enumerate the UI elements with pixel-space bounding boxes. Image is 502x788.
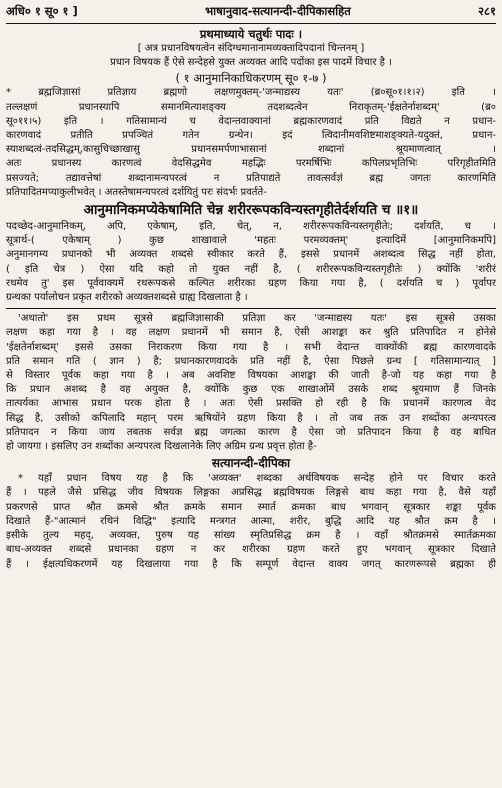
header-left: अधि० १ सू० १ ]	[6, 4, 78, 18]
padaccheda-line: ग्रन्थका पर्यालोचन प्रकृत शरीरको अव्यक्तशब्दसे ग्राह्य दिखलाता है ।	[6, 292, 248, 304]
padaccheda-line: रथमेव तु' इस पूर्ववाक्यमें रथरूपकसे कल्पित शरीरका ग्रहण किया गया है, ( दर्शयति च ) पूर्वापर	[6, 277, 496, 289]
commentary-line: अतः प्रधानस्य कारणत्वं वेदसिद्धमेव महद्भिः परमर्षिभिः कपिलप्रभृतिभिः परिगृहीतमिति	[6, 158, 496, 170]
commentary-line: तल्लक्षणं प्रधानस्यापि समानमित्याशङ्क्य तदशब्दत्वेन निराकृतम्-'ईक्षतेर्नाशब्दम्' (ब्र०	[6, 101, 496, 113]
dipika-line: हैं । ईक्षत्यधिकरणमें यह दिखलाया गया है कि सम्पूर्ण वेदान्त वाक्य जगत् कारणरूपसे ब्रह्मका ही	[6, 558, 496, 570]
bhashya-line: हो जायगा । इसलिए उन शब्दोंका अन्यपरत्व दिखलानेके लिए अग्रिम ग्रन्थ प्रवृत्त होता है-	[6, 441, 317, 453]
header-rule	[6, 23, 496, 24]
bhashya-line: सिद्ध है, उसीको कपिलादि महान् परम ऋषियोंने ग्रहण किया है । तो जब तक उन शब्दोंका अन्यपरत्व	[6, 412, 496, 424]
commentary-line: * ब्रह्मजिज्ञासां प्रतिज्ञाय ब्रह्मणो लक्षणमुक्तम्-'जन्माद्यस्य यतः' (ब्र०सू०१।१।२) इति ।	[6, 87, 496, 99]
adhikarana-title: ( १ आनुमानिकाधिकरणम् सू० १-७ )	[175, 71, 327, 86]
bhashya-block	[6, 312, 496, 454]
padaccheda-block	[6, 220, 496, 305]
summary-hindi: प्रधान विषयक हैं ऐसे सन्देहसे युक्त अव्यक्त आदि पदोंका इस पादमें विचार है ।	[110, 57, 392, 69]
chapter-title: प्रथमाध्याये चतुर्थः पादः ।	[199, 27, 303, 41]
bhashya-line: से विस्तार पूर्वक कहा गया है । अब अवशिष्ट विषयका आशङ्का की जाती है-जो यह कहा गया है	[6, 370, 496, 382]
padaccheda-line: अनुमानगम्य प्रधानको भी अव्यक्त शब्दसे स्वीकार करते हैं, इससे प्रधानमें अशब्दत्व सिद्ध नहीं होता,	[6, 249, 496, 261]
bhashya-line: कि प्रधान अशब्द है वह अयुक्त है, क्योंकि कुछ एक शाखाओंमें उसके शब्द श्रूयमाण हैं जिनके	[6, 384, 496, 396]
running-header	[6, 4, 496, 22]
commentary-line: कारणवादं प्रतीति प्रपञ्चितं गतेन ग्रन्थेन। इदं त्विदानीमवशिष्टमाशङ्क्यते-यदुक्तं, प्रधान-	[6, 130, 496, 142]
padaccheda-line: सूत्रार्थ-( एकेषाम् ) कुछ शाखावाले 'महतः परमव्यक्तम्' इत्यादिमें [आनुमानिकमपि]	[6, 235, 496, 247]
bhashya-line: प्रतिपादन न किया जाय तबतक सर्वज्ञ ब्रह्म जगत्का कारण है ऐसा जो प्रतिपादन किया है वह बाधित	[6, 426, 496, 438]
commentary-line: प्रतिपादितमप्याकुलीभवेत् । अतस्तेषामन्यपरत्वं दर्शयितुं परः संदर्भः प्रवर्तते-	[6, 186, 267, 198]
dipika-line: हैं । पहले जैसे प्रसिद्ध जीव विषयक लिङ्गका अप्रसिद्ध ब्रह्मविषयक लिङ्गसे बाध कहा गया है, वैसे यहाँ	[6, 487, 496, 499]
dipika-line: बाध-अव्यक्त शब्दसे प्रधानका ग्रहण न कर शरीरका ग्रहण करते हुए भगवान् सूत्रकार दिखाते	[6, 544, 496, 556]
padaccheda-line: ( इति चेत्र ) ऐसा यदि कहो तो युक्त नहीं है, ( शरीररूपकविन्यस्तगृहीतेः ) क्योंकि 'शरीरं	[6, 263, 496, 275]
commentary-line: प्रसज्यते; तद्यावत्तेषां शब्दानामन्यपरत्वं न प्रतिपाद्यते तावत्सर्वज्ञं ब्रह्म जगतः कारणमिति	[6, 172, 496, 184]
dipika-line: * यहाँ प्रधान विषय यह है कि 'अव्यक्त' शब्दका अर्थविषयक सन्देह होने पर विचार करते	[18, 473, 496, 485]
dipika-block	[6, 472, 496, 571]
dipika-title: सत्यानन्दी-दीपिका	[211, 456, 291, 471]
summary-sanskrit: [ अत्र प्रधानविषयत्वेन संदिग्धमानानामव्यक्तादिपदानां चिन्तनम् ]	[137, 43, 365, 54]
dipika-line: प्रकरणसे प्राप्त श्रौत क्रमसे श्रौत क्रमके समान स्मार्त क्रमका बाध भगवान् सूत्रकार शङ्का पूर्वक	[6, 501, 496, 513]
bhashya-line: लक्षण कहा गया है । वह लक्षण प्रधानमें भी समान है, ऐसी आशङ्का कर श्रुति प्रतिपादित न होनेसे	[6, 327, 496, 339]
sanskrit-commentary	[6, 86, 496, 200]
dipika-line: इसीके तुल्य महद्, अव्यक्त, पुरुष यह सांख्य स्मृतिप्रसिद्ध क्रम है । वहाँ श्रौतक्रमसे स्मार्तक्रमका	[6, 530, 496, 542]
sutra-text: आनुमानिकमप्येकेषामिति चेन्न शरीररूपकविन्यस्तगृहीतेर्दर्शयति च ॥१॥	[83, 202, 419, 219]
dipika-line: दिखाते हैं-"आत्मानं रथिनं विद्धि" इत्यादि मन्त्रगत आत्मा, शरीर, बुद्धि आदि यह श्रौत क्रम है ।	[6, 515, 496, 527]
bhashya-line: 'ईक्षतेर्नाशब्दम्' इससे उसका निराकरण किया गया है । सभी वेदान्त वाक्योंकी ब्रह्म कारणवादके	[6, 341, 496, 353]
section-divider	[6, 308, 496, 309]
commentary-line: सू०११।५) इति । गतिसामान्यं च वेदान्तवाक्यानां ब्रह्मकारणवादं प्रति विद्यते न प्रधान-	[6, 115, 496, 127]
bhashya-line: तात्पर्यका आभास प्रधान परक होता है । अतः ऐसी प्रसक्ति हो रही है कि प्रधानमें कारणत्व वेद	[6, 398, 496, 410]
padaccheda-line: पदच्छेद-आनुमानिकम्, अपि, एकेषाम्, इति, चेत्, न, शरीररूपकविन्यस्तगृहीतेः; दर्शयति, च ।	[6, 221, 496, 233]
bhashya-line: प्रति समान गति ( ज्ञान ) है; प्रधानकारणवादके प्रति नहीं है, ऐसा पिछले ग्रन्थ [ गतिसामान्यात् ]	[6, 355, 496, 367]
page-number: २८१	[478, 4, 496, 18]
bhashya-line: 'अथातो' इस प्रथम सूत्रसे ब्रह्मजिज्ञासाकी प्रतिज्ञा कर 'जन्माद्यस्य यतः' इस सूत्रसे उसका	[18, 313, 496, 325]
header-title: भाषानुवाद-सत्यानन्दी-दीपिकासहित	[205, 4, 351, 18]
commentary-line: स्याशब्दत्वं-तदसिद्धम्,कासुचिच्छाखासु प्रधानसमर्पणाभासानां शब्दानां श्रूयमाणत्वात् ।	[6, 144, 496, 156]
